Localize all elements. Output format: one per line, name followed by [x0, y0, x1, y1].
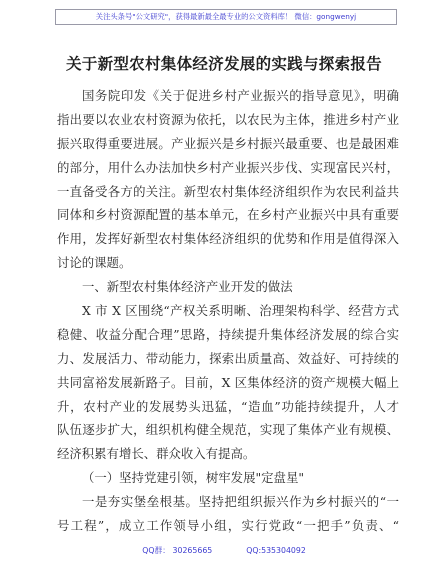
body-line: 的部分，用什么办法加快乡村产业振兴步伐、实现富民兴村，	[57, 159, 399, 175]
body-line: 一直备受各方的关注。新型农村集体经济组织作为农民利益共	[57, 183, 399, 199]
footer-qq-group: QQ群： 30265665	[142, 546, 213, 555]
header-banner: 关注头条号"公文研究"，获得最新最全最专业的公文资料库！ 微信：gongwenyj	[55, 9, 397, 25]
footer-contact	[0, 545, 448, 556]
footer-qq: QQ:535304092	[246, 546, 306, 555]
body-line: 升，农村产业的发展势头迅猛，“造血”功能持续提升，人才	[57, 398, 399, 414]
subsection-heading: （一）坚持党建引领，树牢发展"定盘星"	[82, 470, 305, 486]
section-heading: 一、新型农村集体经济产业开发的做法	[82, 279, 293, 295]
body-line: 同体和乡村资源配置的基本单元，在乡村产业振兴中具有重要	[57, 207, 399, 223]
body-line: 号工程”，成立工作领导小组，实行党政“一把手”负责、“	[57, 518, 399, 534]
body-line: 力、发展活力、带动能力，探索出质量高、效益好、可持续的	[57, 350, 399, 366]
body-line: 指出要以农业农村资源为依托，以农民为主体，推进乡村产业	[57, 111, 399, 127]
body-line: X 市 X 区围绕“产权关系明晰、治理架构科学、经营方式	[82, 303, 399, 319]
body-line: 一是夯实堡垒根基。坚持把组织振兴作为乡村振兴的“一	[82, 494, 399, 510]
document-title: 关于新型农村集体经济发展的实践与探索报告	[65, 54, 382, 73]
body-line: 讨论的课题。	[57, 255, 132, 271]
body-line: 稳健、收益分配合理”思路，持续提升集体经济发展的综合实	[57, 326, 399, 342]
body-line: 振兴取得重要进展。产业振兴是乡村振兴最重要、也是最困难	[57, 135, 399, 151]
body-line: 经济积累有增长、群众收入有提高。	[57, 446, 256, 462]
body-line: 共同富裕发展新路子。目前，X 区集体经济的资产规模大幅上	[57, 374, 399, 390]
body-line: 作用，发挥好新型农村集体经济组织的优势和作用是值得深入	[57, 231, 399, 247]
body-line: 队伍逐步扩大，组织机构健全规范，实现了集体产业有规模、	[57, 422, 399, 438]
body-line: 国务院印发《关于促进乡村产业振兴的指导意见》，明确	[82, 88, 399, 103]
document-body	[57, 84, 399, 538]
